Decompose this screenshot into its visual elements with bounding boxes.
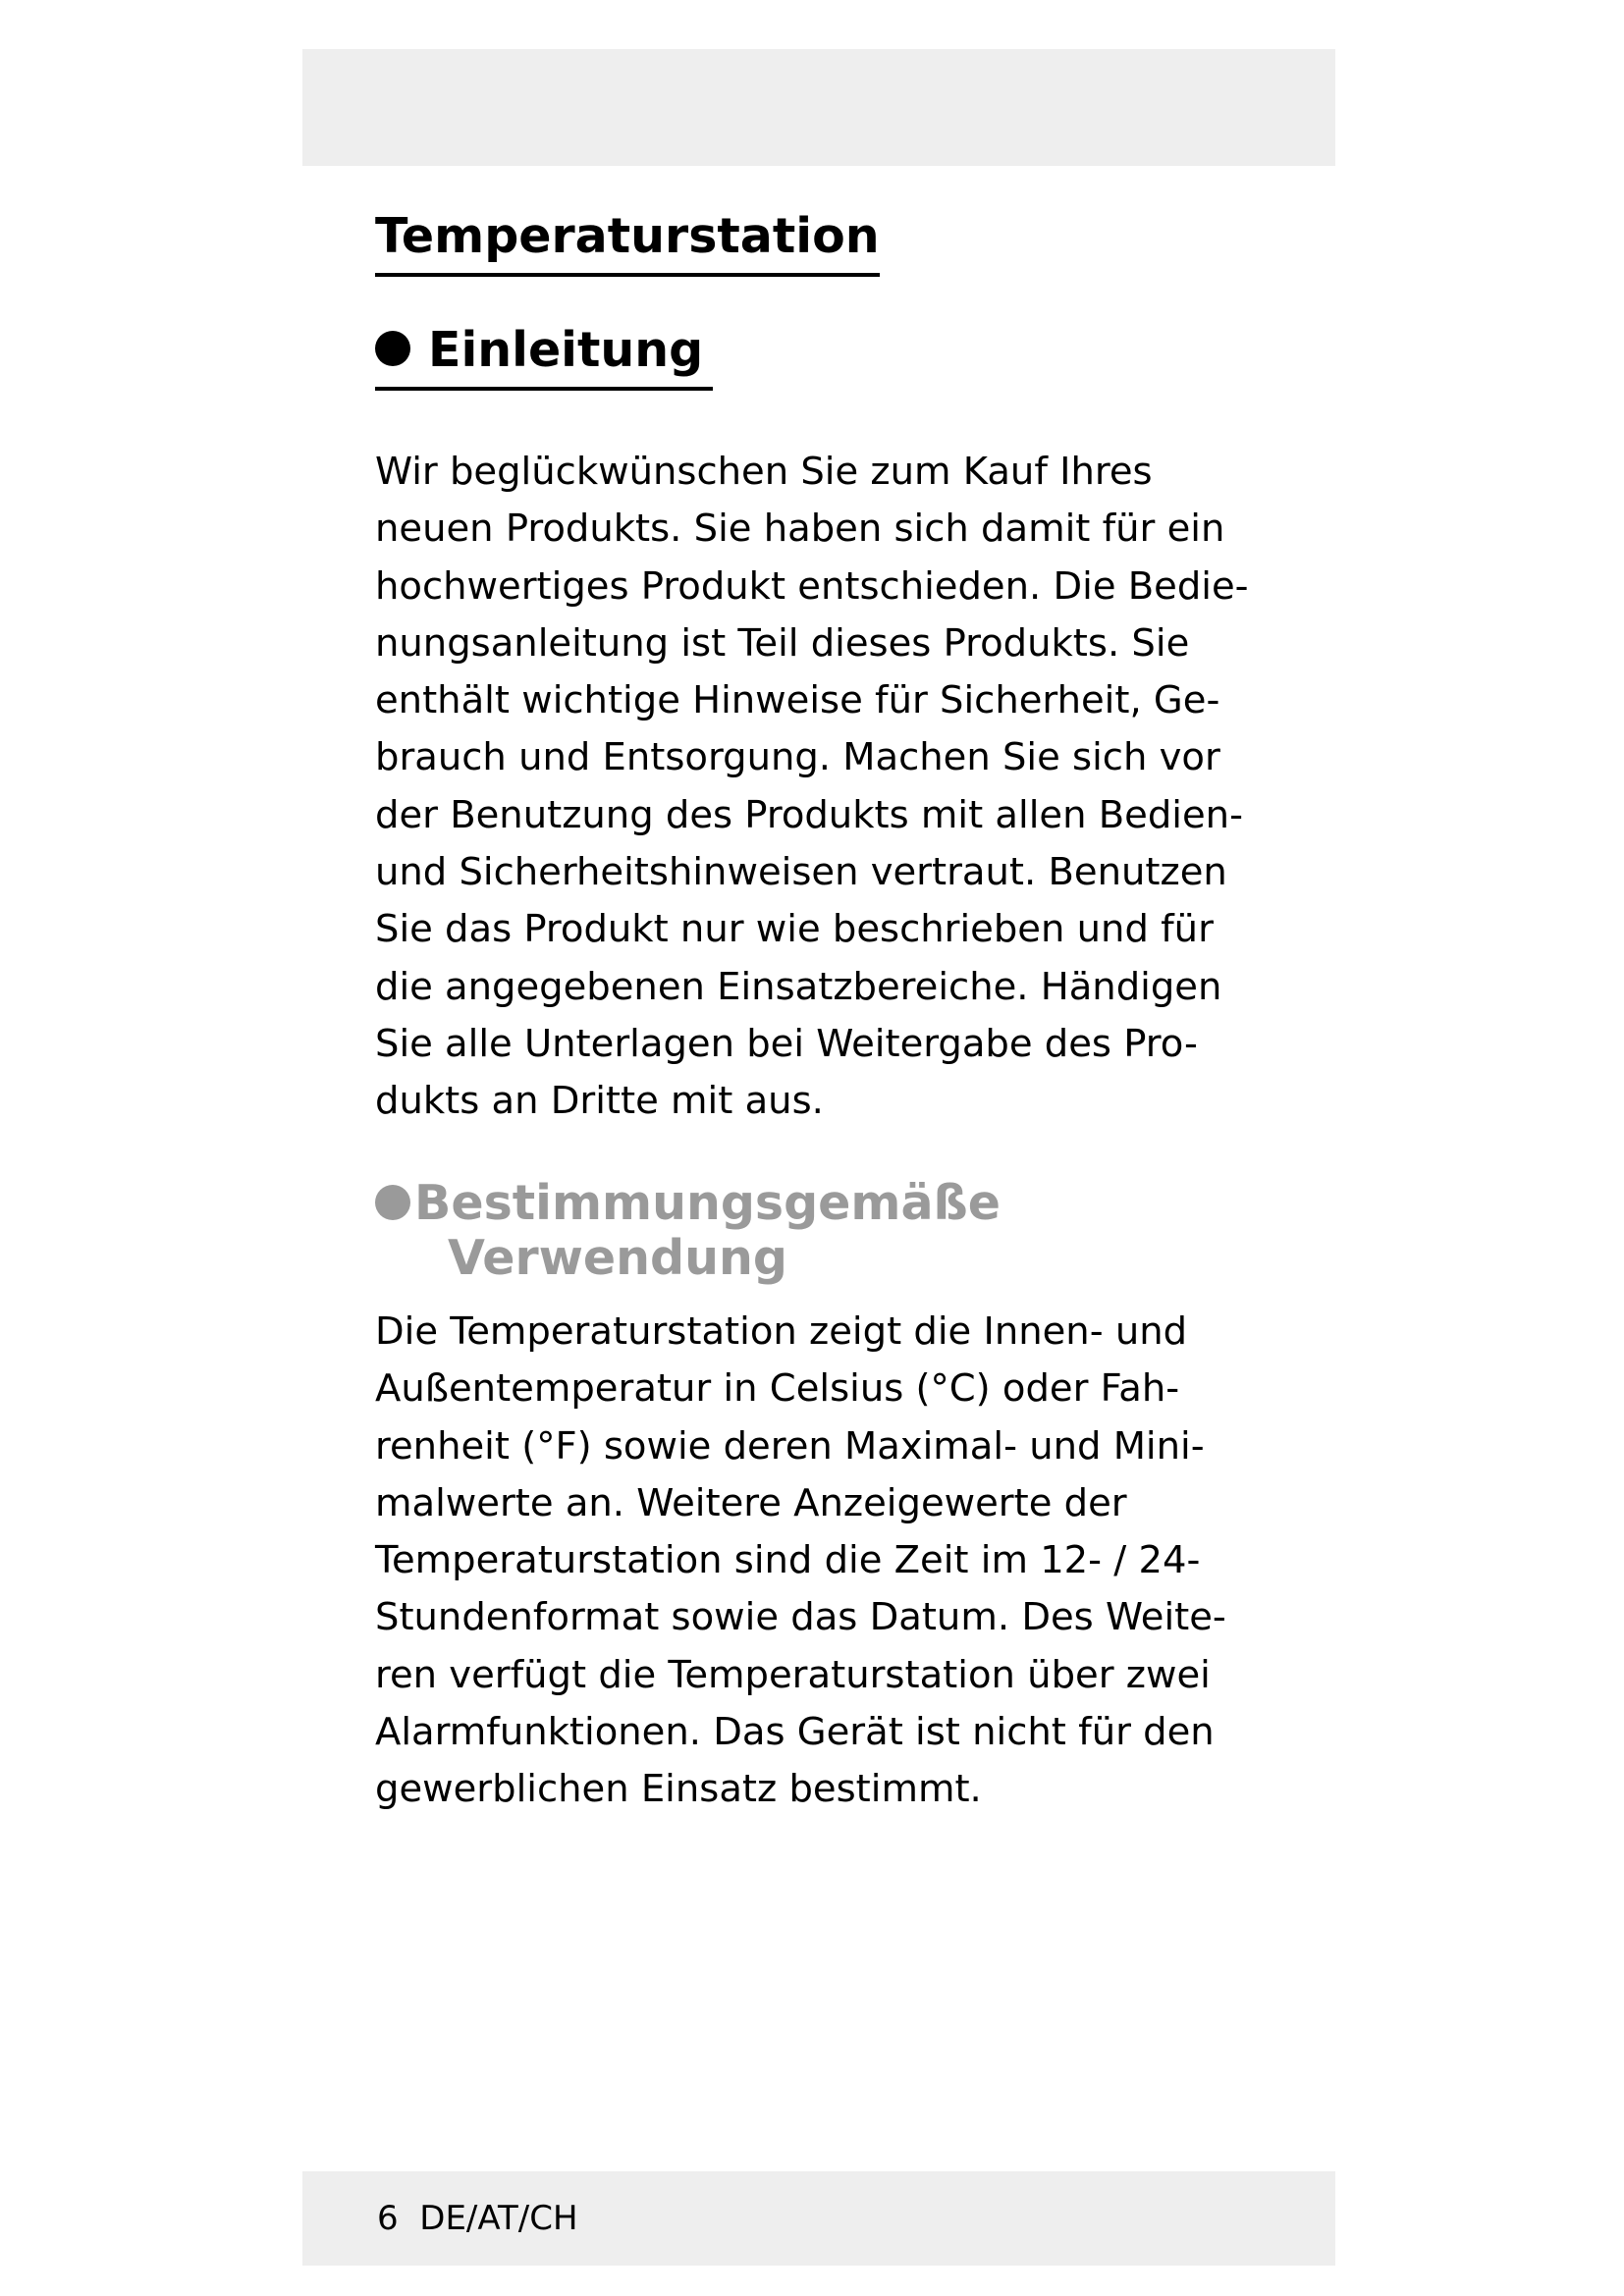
page-number: 6 [377,2199,399,2238]
section-heading-verwendung [375,1176,1001,1286]
section-heading-verwendung-line2: Verwendung [448,1230,787,1286]
section-heading-verwendung-line1: Bestimmungsgemäße [414,1175,1001,1231]
document-title: Temperaturstation [375,202,880,277]
header-band [302,49,1335,166]
bullet-icon [375,1185,410,1220]
usage-paragraph: Die Temperaturstation zeigt die Innen- und Außentemperatur in Celsius (°C) oder Fah- renheit (°F) sowie deren Maximal- und Mini- malwerte an. Weitere Anzeigewerte der Temperaturstation sind die Zeit im 12- / 24- Stundenformat sowie das Datum. Des Weite- ren verfügt die Temperaturstation über zwei Alarmfunktionen. Das Gerät ist nicht für den gewerblichen Einsatz bestimmt. [375,1309,1226,1812]
page-footer [377,2199,578,2238]
footer-band [302,2171,1335,2266]
section-heading-einleitung [375,316,713,391]
section-heading-einleitung-label: Einleitung [428,322,704,378]
intro-paragraph: Wir beglückwünschen Sie zum Kauf Ihres neuen Produkts. Sie haben sich damit für ein hochwertiges Produkt entschieden. Die Bedie- nungsanleitung ist Teil dieses Produkts. Sie enthält wichtige Hinweise für Sicherheit, Ge- brauch und Entsorgung. Machen Sie sich vor der Benutzung des Produkts mit allen Bedien- und Sicherheitshinweisen vertraut. Benutzen Sie das Produkt nur wie beschrieben und für die angegebenen Einsatzbereiche. Händigen Sie alle Unterlagen bei Weitergabe des Pro- dukts an Dritte mit aus. [375,450,1249,1124]
locale-label: DE/AT/CH [419,2199,578,2238]
bullet-icon [375,331,410,366]
